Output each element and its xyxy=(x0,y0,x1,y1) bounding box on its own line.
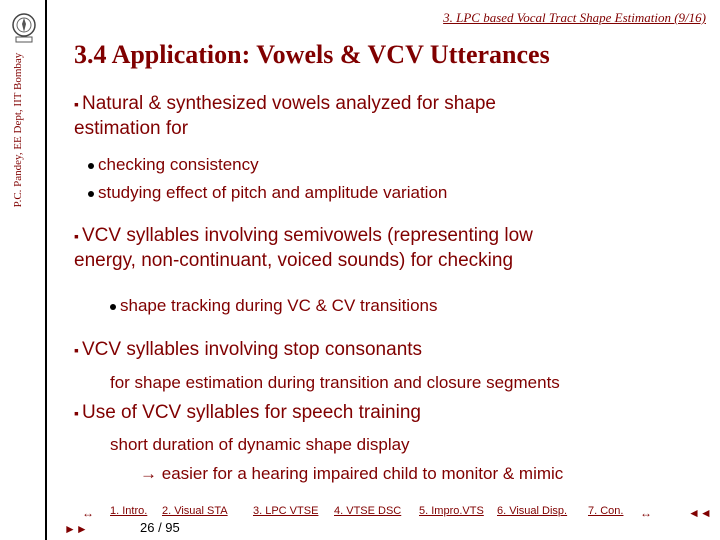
bullet-4 xyxy=(74,401,421,426)
bullet-1-sub-2-text: studying effect of pitch and amplitude variation xyxy=(98,183,448,202)
bullet-1-sub-2 xyxy=(88,183,447,203)
nav-link-intro[interactable]: 1. Intro. xyxy=(110,505,148,517)
bullet-3-sub-1: for shape estimation during transition and closure segments xyxy=(110,373,560,392)
nav-link-lpc-vtse[interactable]: 3. LPC VTSE xyxy=(253,505,319,517)
dot-bullet-icon xyxy=(110,304,116,310)
nav-next-button[interactable]: ►► xyxy=(64,522,88,536)
bullet-2-sub-1-text: shape tracking during VC & CV transitions xyxy=(120,296,438,315)
nav-link-visual-disp[interactable]: 6. Visual Disp. xyxy=(497,505,568,517)
nav-link-impro-vts[interactable]: 5. Impro.VTS xyxy=(419,505,484,517)
bullet-2-line1: VCV syllables involving semivowels (representing low xyxy=(81,225,533,246)
nav-link-con[interactable]: 7. Con. xyxy=(588,505,624,517)
nav-link-vtse-dsc[interactable]: 4. VTSE DSC xyxy=(334,505,402,517)
bullet-3-line1: VCV syllables involving stop consonants xyxy=(81,339,423,360)
square-bullet-icon: ▪ xyxy=(74,228,79,244)
bullet-4-sub-2 xyxy=(140,464,563,484)
bullet-3 xyxy=(74,338,422,363)
dot-bullet-icon xyxy=(88,163,94,169)
sidebar-author-text: P.C. Pandey, EE Dept, IIT Bombay xyxy=(12,52,24,208)
square-bullet-icon: ▪ xyxy=(74,405,79,421)
bullet-2 xyxy=(74,224,533,273)
bullet-4-sub-2-text: easier for a hearing impaired child to monitor & mimic xyxy=(161,464,564,483)
bullet-2-sub-1 xyxy=(110,296,438,316)
square-bullet-icon: ▪ xyxy=(74,96,79,112)
dot-bullet-icon xyxy=(88,191,94,197)
bullet-1 xyxy=(74,92,496,141)
nav-first-icon[interactable]: ↔ xyxy=(82,506,94,520)
sidebar xyxy=(0,0,46,540)
square-bullet-icon: ▪ xyxy=(74,342,79,358)
bullet-2-line2: energy, non-continuant, voiced sounds) for checking xyxy=(74,249,514,271)
right-arrow-icon: → xyxy=(140,464,162,483)
nav-prev-button[interactable]: ◄◄ xyxy=(688,506,712,520)
bullet-1-line2: estimation for xyxy=(74,117,189,139)
nav-last-icon[interactable]: ↔ xyxy=(640,506,652,520)
page-counter: 26 / 95 xyxy=(140,520,180,535)
bullet-4-sub-1: short duration of dynamic shape display xyxy=(110,435,410,454)
bullet-4-line1: Use of VCV syllables for speech training xyxy=(81,402,421,423)
bullet-1-sub-1 xyxy=(88,155,259,175)
section-header[interactable]: 3. LPC based Vocal Tract Shape Estimation (9/16) xyxy=(443,10,706,25)
nav-link-visual-sta[interactable]: 2. Visual STA xyxy=(162,505,228,517)
bullet-1-line1: Natural & synthesized vowels analyzed for shape xyxy=(81,93,496,114)
slide-title: 3.4 Application: Vowels & VCV Utterances xyxy=(74,40,550,69)
sidebar-divider xyxy=(45,0,47,540)
bullet-1-sub-1-text: checking consistency xyxy=(98,155,259,174)
